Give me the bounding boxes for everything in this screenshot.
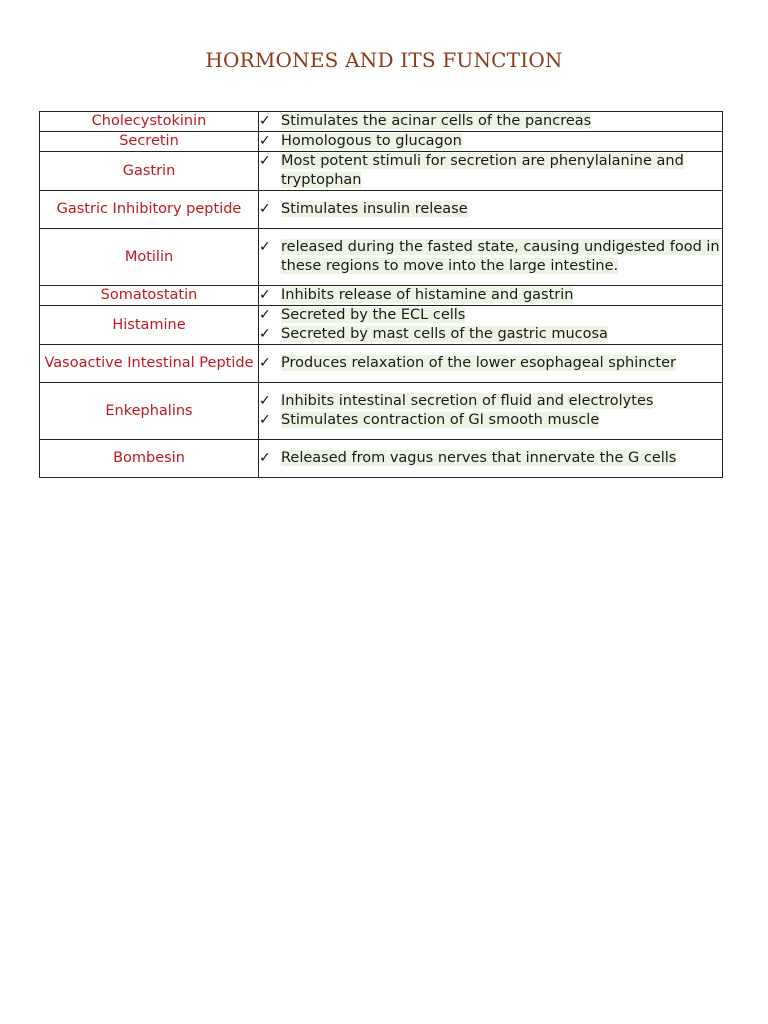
- hormone-name: Gastrin: [40, 152, 259, 191]
- function-item: ✓ released during the fasted state, causing undigested food in these regions to move into the large intestine.: [259, 239, 720, 274]
- check-icon: ✓: [259, 201, 271, 217]
- function-item: ✓ Stimulates the acinar cells of the pancreas: [259, 113, 592, 129]
- check-icon: ✓: [259, 307, 271, 323]
- check-icon: ✓: [259, 412, 271, 428]
- check-icon: ✓: [259, 355, 271, 371]
- check-icon: ✓: [259, 133, 271, 149]
- hormone-name: Motilin: [40, 229, 259, 286]
- function-item: ✓ Secreted by mast cells of the gastric mucosa: [259, 326, 608, 342]
- check-icon: ✓: [259, 450, 271, 466]
- hormone-name: Secretin: [40, 132, 259, 152]
- table-row: [40, 440, 723, 478]
- function-item: ✓ Stimulates contraction of GI smooth muscle: [259, 412, 600, 428]
- table-row: [40, 383, 723, 440]
- table-row: [40, 345, 723, 383]
- function-item: ✓ Released from vagus nerves that innervate the G cells: [259, 450, 677, 466]
- hormone-name: Gastric Inhibitory peptide: [40, 191, 259, 229]
- function-item: ✓ Produces relaxation of the lower esophageal sphincter: [259, 355, 677, 371]
- function-cell: [259, 440, 723, 478]
- function-cell: [259, 306, 723, 345]
- hormone-name: Histamine: [40, 306, 259, 345]
- function-cell: [259, 383, 723, 440]
- hormone-name: Somatostatin: [40, 286, 259, 306]
- function-cell: [259, 191, 723, 229]
- check-icon: ✓: [259, 153, 271, 169]
- hormone-name: Bombesin: [40, 440, 259, 478]
- function-item: ✓ Most potent stimuli for secretion are phenylalanine and tryptophan: [259, 153, 684, 188]
- function-cell: [259, 229, 723, 286]
- function-item: ✓ Homologous to glucagon: [259, 133, 462, 149]
- check-icon: ✓: [259, 239, 271, 255]
- table-row: [40, 132, 723, 152]
- function-item: ✓ Inhibits release of histamine and gastrin: [259, 287, 574, 303]
- table-row: [40, 191, 723, 229]
- function-cell: [259, 112, 723, 132]
- table-row: [40, 112, 723, 132]
- function-cell: [259, 152, 723, 191]
- check-icon: ✓: [259, 393, 271, 409]
- table-row: [40, 229, 723, 286]
- hormone-name: Vasoactive Intestinal Peptide: [40, 345, 259, 383]
- check-icon: ✓: [259, 287, 271, 303]
- page-title: HORMONES AND ITS FUNCTION: [205, 48, 563, 72]
- function-cell: [259, 345, 723, 383]
- table-row: [40, 286, 723, 306]
- table-row: [40, 152, 723, 191]
- hormone-name: Enkephalins: [40, 383, 259, 440]
- hormone-function-table: [39, 111, 723, 478]
- function-cell: [259, 286, 723, 306]
- function-item: ✓ Inhibits intestinal secretion of fluid and electrolytes: [259, 393, 654, 409]
- function-item: ✓ Stimulates insulin release: [259, 201, 468, 217]
- function-cell: [259, 132, 723, 152]
- hormone-name: Cholecystokinin: [40, 112, 259, 132]
- check-icon: ✓: [259, 113, 271, 129]
- function-item: ✓ Secreted by the ECL cells: [259, 307, 466, 323]
- table-row: [40, 306, 723, 345]
- check-icon: ✓: [259, 326, 271, 342]
